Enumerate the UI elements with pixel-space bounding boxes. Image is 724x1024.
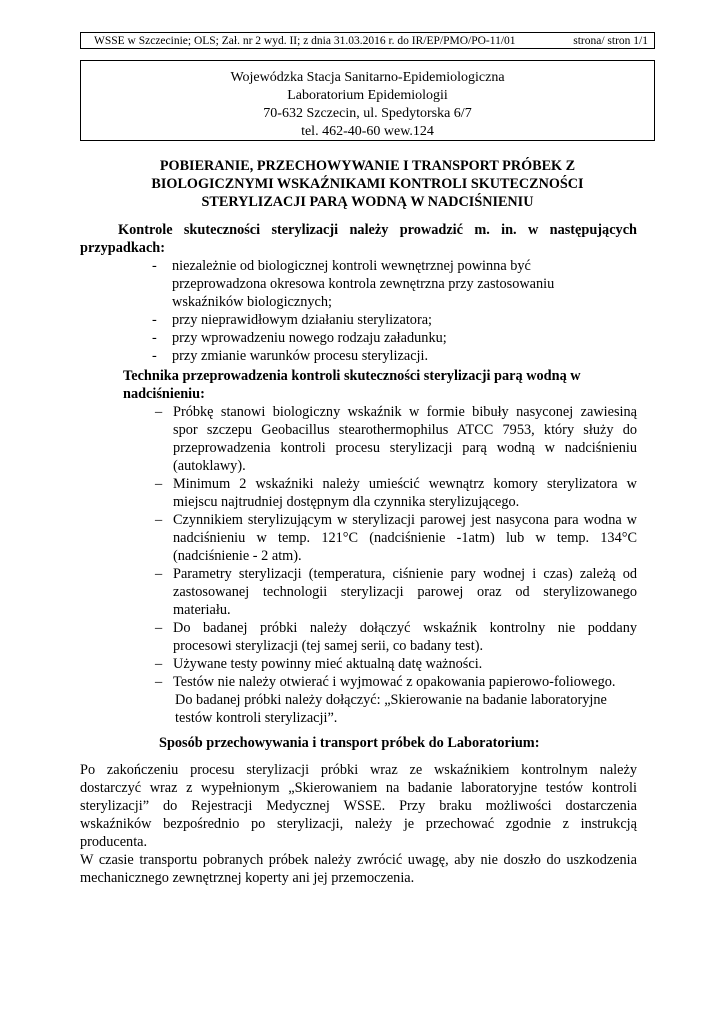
list-item-cont: (autoklawy). bbox=[173, 458, 246, 474]
list-item-cont: testów kontroli sterylizacji”. bbox=[175, 710, 338, 726]
institution-name: Wojewódzka Stacja Sanitarno-Epidemiologiczna bbox=[230, 70, 505, 85]
list-item: Używane testy powinny mieć aktualną datę ważności. bbox=[173, 656, 483, 672]
document-reference-header bbox=[80, 32, 655, 49]
page-counter: strona/ stron 1/1 bbox=[573, 35, 648, 47]
list-item: Czynnikiem sterylizującym w sterylizacji parowej jest nasycona para wodna w bbox=[173, 512, 637, 528]
title-line: POBIERANIE, PRZECHOWYWANIE I TRANSPORT PRÓBEK Z bbox=[159, 158, 576, 174]
list-item-cont: materiału. bbox=[173, 602, 231, 618]
institution-address: 70-632 Szczecin, ul. Spedytorska 6/7 bbox=[263, 106, 472, 121]
list-bullet: - bbox=[152, 348, 157, 364]
section3-heading: Sposób przechowywania i transport próbek do Laboratorium: bbox=[159, 735, 540, 751]
list-item-cont: Do badanej próbki należy dołączyć: „Skierowanie na badanie laboratoryjne bbox=[175, 692, 607, 708]
list-item-cont: (nadciśnienie - 2 atm). bbox=[173, 548, 302, 564]
document-title bbox=[80, 157, 655, 211]
list-bullet: – bbox=[155, 404, 163, 420]
list-item-cont: nadciśnieniu w temp. 121°C (nadciśnienie -1atm) lub w temp. 134°C bbox=[173, 530, 637, 546]
list-bullet: – bbox=[155, 566, 163, 582]
paragraph-line: W czasie transportu pobranych próbek należy zwrócić uwagę, aby nie doszło do uszkodzenia bbox=[80, 852, 637, 868]
list-bullet: – bbox=[155, 674, 163, 690]
section2-heading: Technika przeprowadzenia kontroli skuteczności sterylizacji parą wodną w bbox=[123, 368, 581, 384]
list-item: Do badanej próbki należy dołączyć wskaźnik kontrolny nie poddany bbox=[173, 620, 637, 636]
paragraph-line: sterylizacji” do Rejestracji Medycznej WSSE. Przy braku możliwości dostarczenia bbox=[80, 798, 637, 814]
list-item-cont: wskaźników biologicznych; bbox=[172, 294, 333, 310]
list-item: Próbkę stanowi biologiczny wskaźnik w formie bibuły nasyconej zawiesiną bbox=[173, 404, 637, 420]
title-line: STERYLIZACJI PARĄ WODNĄ W NADCIŚNIENIU bbox=[201, 194, 534, 210]
institution-phone: tel. 462-40-60 wew.124 bbox=[301, 124, 434, 139]
paragraph-line: dostarczyć wraz z wypełnionym „Skierowaniem na badanie laboratoryjne testów kontroli bbox=[80, 780, 637, 796]
paragraph-line: producenta. bbox=[80, 834, 148, 850]
list-item: przy zmianie warunków procesu sterylizacji. bbox=[172, 348, 429, 364]
document-reference: WSSE w Szczecinie; OLS; Zał. nr 2 wyd. II; z dnia 31.03.2016 r. do IR/EP/PMO/PO-11/01 bbox=[94, 35, 516, 47]
list-item: Testów nie należy otwierać i wyjmować z opakowania papierowo-foliowego. bbox=[173, 674, 616, 690]
title-line: BIOLOGICZNYMI WSKAŹNIKAMI KONTROLI SKUTECZNOŚCI bbox=[151, 176, 584, 192]
list-item: Parametry sterylizacji (temperatura, ciśnienie pary wodnej i czas) zależą od bbox=[173, 566, 637, 582]
list-bullet: - bbox=[152, 330, 157, 346]
paragraph-line: mechanicznego zewnętrznej koperty ani jej przemoczenia. bbox=[80, 870, 415, 886]
laboratory-name: Laboratorium Epidemiologii bbox=[287, 88, 448, 103]
section1-intro: Kontrole skuteczności sterylizacji należy prowadzić m. in. w następujących bbox=[118, 222, 637, 238]
list-bullet: - bbox=[152, 258, 157, 274]
list-bullet: – bbox=[155, 656, 163, 672]
list-item-cont: zastosowanej technologii sterylizacji parowej oraz od sterylizowanego bbox=[173, 584, 637, 600]
list-bullet: – bbox=[155, 476, 163, 492]
section2-heading-cont: nadciśnieniu: bbox=[123, 386, 205, 402]
list-item-cont: procesowi sterylizacji (tej samej serii, co badany test). bbox=[173, 638, 484, 654]
paragraph-line: wskaźników bezpośrednio po sterylizacji, należy je przechować zgodnie z instrukcją bbox=[80, 816, 637, 832]
list-item-cont: miejscu najtrudniej dostępnym dla czynnika sterylizującego. bbox=[173, 494, 520, 510]
list-item-cont: spor szczepu Geobacillus stearothermophilus ATCC 7953, który służy do bbox=[173, 422, 637, 438]
list-item: niezależnie od biologicznej kontroli wewnętrznej powinna być bbox=[172, 258, 531, 274]
section1-intro-cont: przypadkach: bbox=[80, 240, 165, 256]
list-item-cont: przeprowadzenia kontroli procesu sterylizacji parą wodną w nadciśnieniu bbox=[173, 440, 637, 456]
list-bullet: - bbox=[152, 312, 157, 328]
paragraph-line: Po zakończeniu procesu sterylizacji próbki wraz ze wskaźnikiem kontrolnym należy bbox=[80, 762, 637, 778]
list-item: przy nieprawidłowym działaniu sterylizatora; bbox=[172, 312, 433, 328]
list-item: Minimum 2 wskaźniki należy umieścić wewnątrz komory sterylizatora w bbox=[173, 476, 637, 492]
list-item-cont: przeprowadzona okresowa kontrola zewnętrzna przy zastosowaniu bbox=[172, 276, 555, 292]
list-item: przy wprowadzeniu nowego rodzaju załadunku; bbox=[172, 330, 447, 346]
list-bullet: – bbox=[155, 512, 163, 528]
list-bullet: – bbox=[155, 620, 163, 636]
institution-box bbox=[80, 60, 655, 141]
